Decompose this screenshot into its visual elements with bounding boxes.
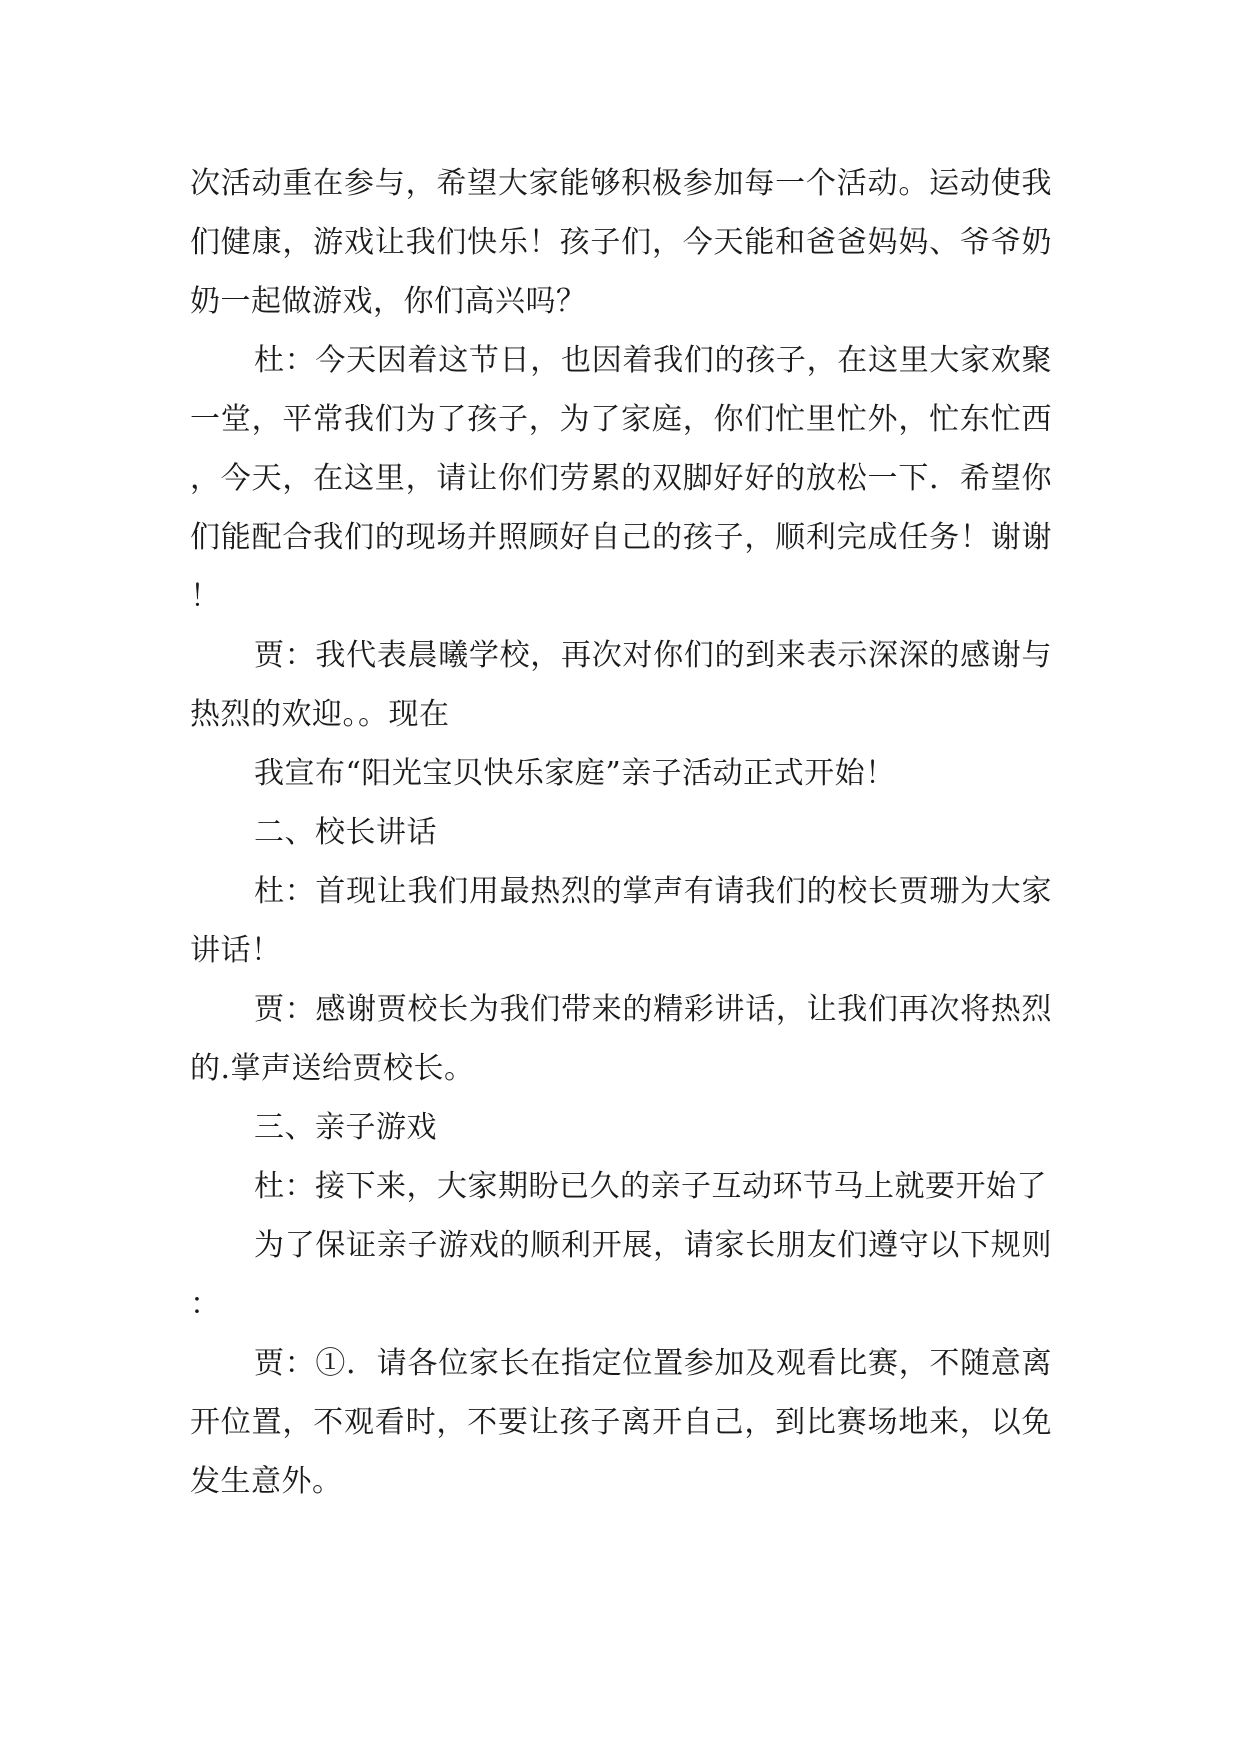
paragraph-4: 我宣布“阳光宝贝快乐家庭”亲子活动正式开始！ [254,756,896,791]
paragraph-6: 杜：首现让我们用最热烈的掌声有请我们的校长贾珊为大家讲话！ [190,874,1052,968]
document-body [190,154,1052,1511]
paragraph-2: 杜：今天因着这节日，也因着我们的孩子，在这里大家欢聚一堂，平常我们为了孩子，为了家庭，你们忙里忙外，忙东忙西，今天，在这里，请让你们劳累的双脚好好的放松一下．希望你们能配合我们的现场并照顾好自己的孩子，顺利完成任务！谢谢！ [190,343,1052,614]
paragraph-11: 贾：①．请各位家长在指定位置参加及观看比赛，不随意离开位置，不观看时，不要让孩子离开自己，到比赛场地来，以免发生意外。 [190,1346,1052,1499]
paragraph-3: 贾：我代表晨曦学校，再次对你们的到来表示深深的感谢与热烈的欢迎。。现在 [190,638,1052,732]
section-heading-principal-speech: 二、校长讲话 [254,815,437,850]
paragraph-1: 次活动重在参与，希望大家能够积极参加每一个活动。运动使我们健康，游戏让我们快乐！孩子们，今天能和爸爸妈妈、爷爷奶奶一起做游戏，你们高兴吗？ [190,166,1052,319]
paragraph-10: 为了保证亲子游戏的顺利开展，请家长朋友们遵守以下规则： [190,1228,1052,1322]
paragraph-7: 贾：感谢贾校长为我们带来的精彩讲话，让我们再次将热烈的.掌声送给贾校长。 [190,992,1052,1086]
paragraph-9: 杜：接下来，大家期盼已久的亲子互动环节马上就要开始了 [254,1169,1047,1204]
section-heading-parent-child-games: 三、亲子游戏 [254,1110,437,1145]
